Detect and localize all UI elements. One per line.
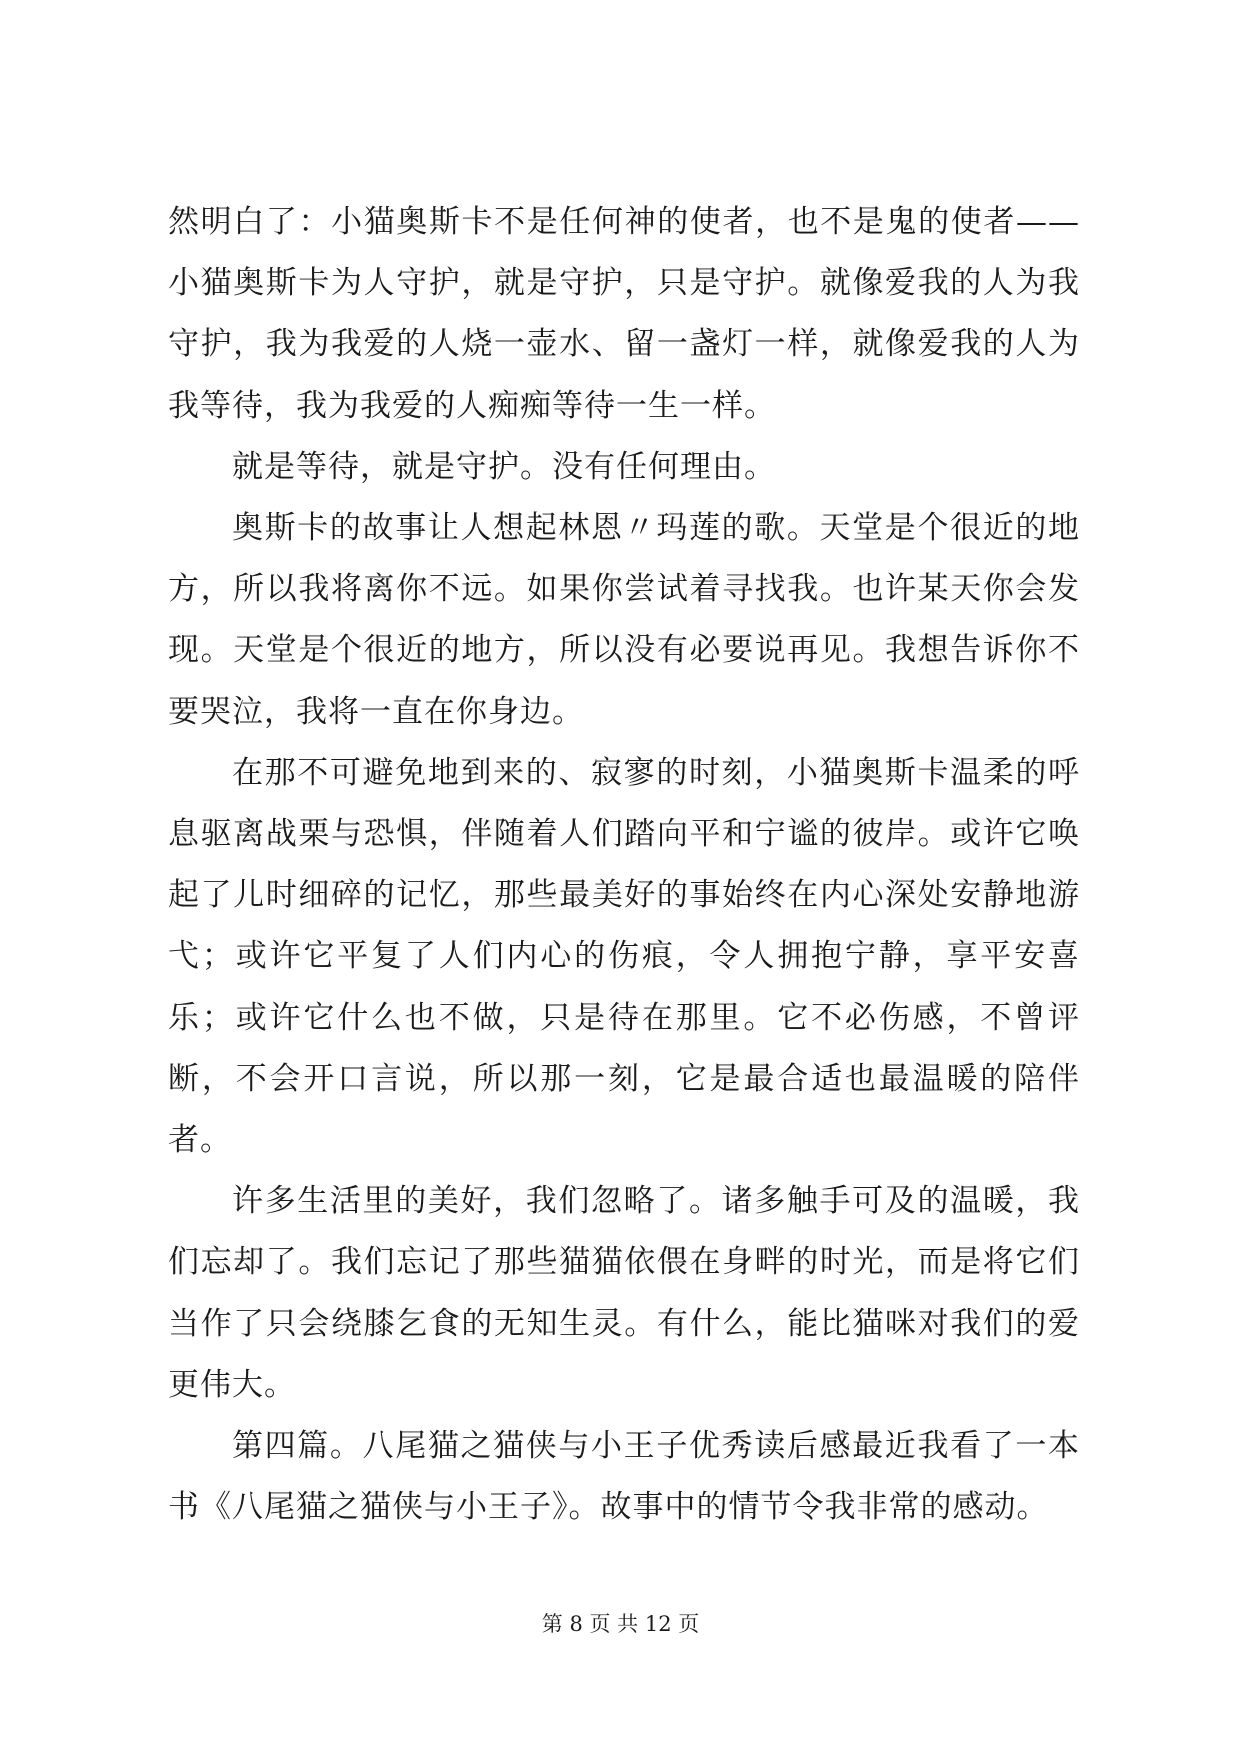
paragraph-1: 然明白了：小猫奥斯卡不是任何神的使者，也不是鬼的使者——小猫奥斯卡为人守护，就是守护，只是守护。就像爱我的人为我守护，我为我爱的人烧一壶水、留一盏灯一样，就像爱我的人为我等待，我为我爱的人痴痴等待一生一样。 xyxy=(168,204,1080,424)
paragraph-5: 许多生活里的美好，我们忽略了。诸多触手可及的温暖，我们忘却了。我们忘记了那些猫猫依偎在身畔的时光，而是将它们当作了只会绕膝乞食的无知生灵。有什么，能比猫咪对我们的爱更伟大。 xyxy=(168,1183,1080,1403)
page-footer: 第 8 页 共 12 页 xyxy=(541,1612,700,1636)
paragraph-6: 第四篇。八尾猫之猫侠与小王子优秀读后感最近我看了一本书《八尾猫之猫侠与小王子》。故事中的情节令我非常的感动。 xyxy=(168,1428,1080,1526)
document-body xyxy=(168,192,1080,1538)
paragraph-2: 就是等待，就是守护。没有任何理由。 xyxy=(232,448,776,485)
paragraph-3: 奥斯卡的故事让人想起林恩〃玛莲的歌。天堂是个很近的地方，所以我将离你不远。如果你尝试着寻找我。也许某天你会发现。天堂是个很近的地方，所以没有必要说再见。我想告诉你不要哭泣，我将一直在你身边。 xyxy=(168,510,1080,730)
paragraph-4: 在那不可避免地到来的、寂寥的时刻，小猫奥斯卡温柔的呼息驱离战栗与恐惧，伴随着人们踏向平和宁谧的彼岸。或许它唤起了儿时细碎的记忆，那些最美好的事始终在内心深处安静地游弋；或许它平复了人们内心的伤痕，令人拥抱宁静，享平安喜乐；或许它什么也不做，只是待在那里。它不必伤感，不曾评断，不会开口言说，所以那一刻，它是最合适也最温暖的陪伴者。 xyxy=(168,754,1080,1159)
